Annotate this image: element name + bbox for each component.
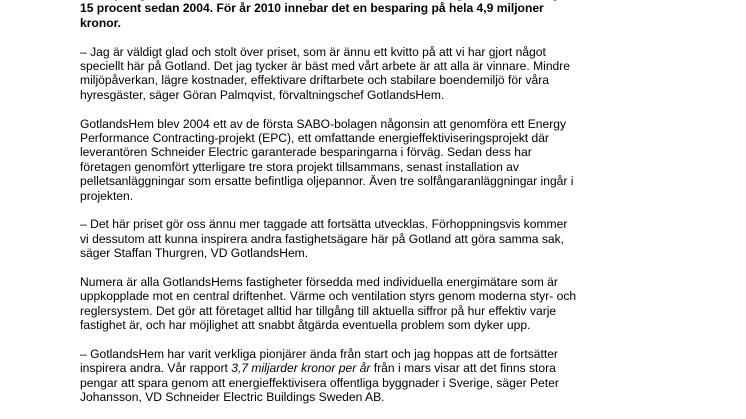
text-line: kronor. <box>80 15 121 30</box>
text-line: speciellt här på Gotland. Det jag tycker är bäst med vårt arbete är att alla är vinnare. Mindre <box>80 59 571 74</box>
quote-thurgren <box>80 217 720 260</box>
text-line: Performance Contracting-projekt (EPC), ett omfattande energieffektiviseringsprojekt där <box>80 131 549 146</box>
text-line-with-report-title: inspirera andra. Vår rapport 3,7 miljarder kronor per år från i mars visar att det finns stora <box>80 361 556 376</box>
text-line: projekten. <box>80 188 134 203</box>
text-line: leverantören Schneider Electric garanterade besparingarna i förväg. Sedan dess har <box>80 145 532 160</box>
metering-paragraph <box>80 275 720 333</box>
text-line: fastighet är, och har möjlighet att snabbt åtgärda eventuella problem som dyker upp. <box>80 318 531 333</box>
text-line: uppkopplade mot en central driftenhet. Värme och ventilation styrs genom moderna styr- och <box>80 289 577 304</box>
text-line: Johansson, VD Schneider Electric Buildings Sweden AB. <box>80 390 385 405</box>
text-line: Numera är alla GotlandsHems fastigheter försedda med individuella energimätare som är <box>80 275 558 290</box>
report-title: 3,7 miljarder kronor per år <box>231 361 371 376</box>
text-line: säger Staffan Thurgren, VD GotlandsHem. <box>80 246 309 261</box>
quote-palmqvist <box>80 45 720 103</box>
intro-paragraph <box>80 0 720 30</box>
text-line: vi dessutom att kunna inspirera andra fastighetsägare här på Gotland att göra samma sak, <box>80 231 565 246</box>
epc-paragraph <box>80 117 720 203</box>
document-body <box>80 0 720 419</box>
text-line: hyresgäster, säger Göran Palmqvist, förvaltningschef GotlandsHem. <box>80 87 445 102</box>
text-line: GotlandsHem blev 2004 ett av de första SABO-bolagen någonsin att genomföra ett Energy <box>80 116 567 131</box>
text-line: 15 procent sedan 2004. För år 2010 innebar det en besparing på hela 4,9 miljoner <box>80 1 544 16</box>
text-line: pengar att spara genom att energieffektivisera offentliga byggnader i Sverige, säger Peter <box>80 375 559 390</box>
text-line: företagen genomfört ytterligare tre stora projekt tillsammans, senast installation av <box>80 159 519 174</box>
quote-johansson <box>80 347 720 405</box>
text-line: – GotlandsHem har varit verkliga pionjärer ända från start och jag hoppas att de fortsätter <box>80 347 558 362</box>
text-line: miljöpåverkan, lägre kostnader, effektivare driftarbete och stabilare boendemiljö för våra <box>80 73 549 88</box>
text-line: – Jag är väldigt glad och stolt över priset, som är ännu ett kvitto på att vi har gjort något <box>80 44 546 59</box>
text-line: – Det här priset gör oss ännu mer taggade att fortsätta utvecklas. Förhoppningsvis kommer <box>80 217 568 232</box>
text-line: reglersystem. Det gör att företaget alltid har tillgång till aktuella siffror på hur effektiv varje <box>80 303 557 318</box>
text-line: pelletsanläggningar som ersatte befintliga oljepannor. Även tre solfångaranläggningar ingår i <box>80 174 574 189</box>
